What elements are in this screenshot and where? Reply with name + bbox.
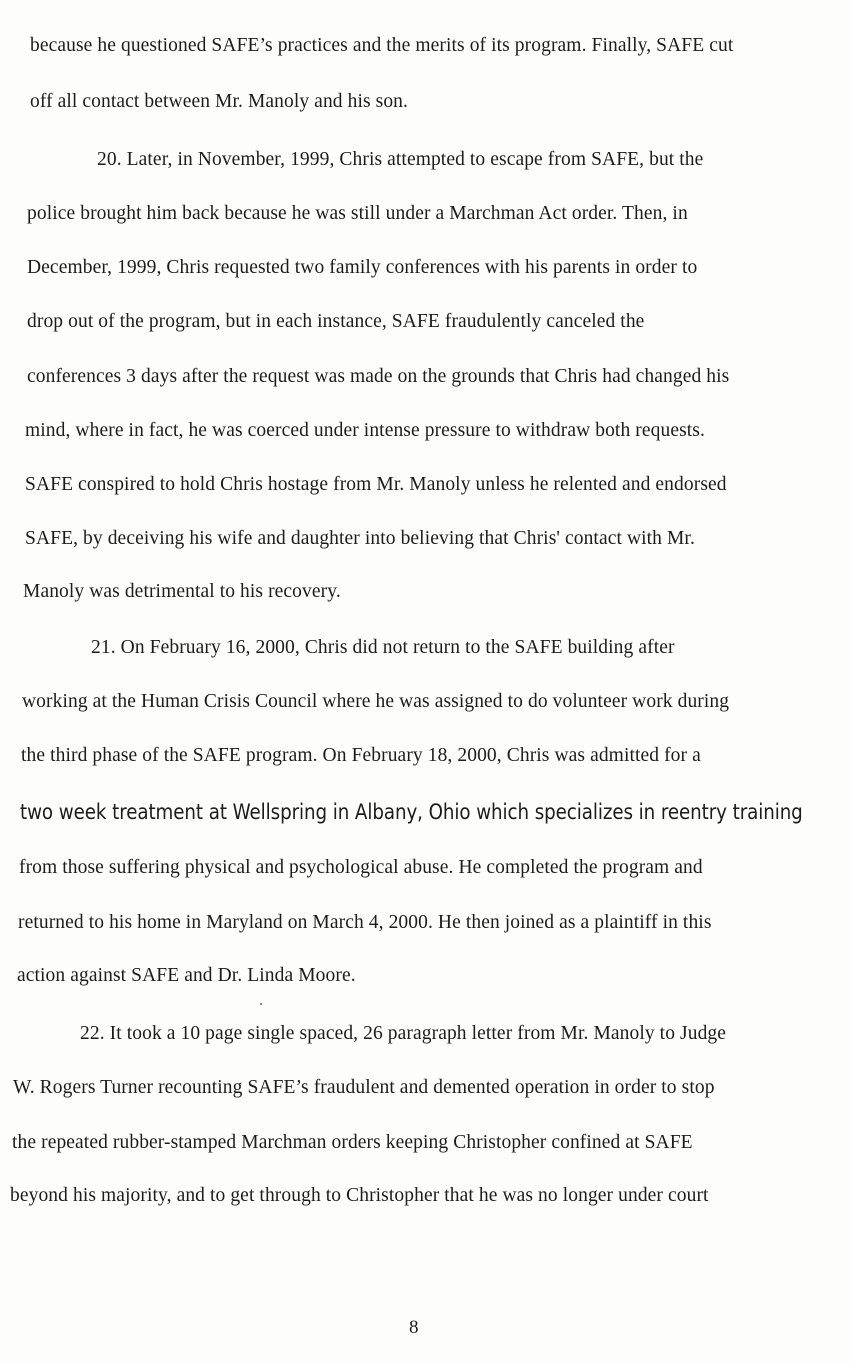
text-line: SAFE conspired to hold Chris hostage from Mr. Manoly unless he relented and endorsed (25, 474, 727, 495)
paragraph-21-start: 21. On February 16, 2000, Chris did not return to the SAFE building after (91, 637, 675, 658)
text-line: because he questioned SAFE’s practices and the merits of its program. Finally, SAFE cut (30, 35, 734, 56)
paragraph-20-start: 20. Later, in November, 1999, Chris attempted to escape from SAFE, but the (97, 149, 704, 170)
text-line: from those suffering physical and psychological abuse. He completed the program and (19, 857, 703, 878)
text-line: beyond his majority, and to get through to Christopher that he was no longer under court (10, 1185, 709, 1206)
text-line: drop out of the program, but in each instance, SAFE fraudulently canceled the (27, 311, 645, 332)
text-line: police brought him back because he was still under a Marchman Act order. Then, in (27, 203, 688, 224)
text-line: the third phase of the SAFE program. On February 18, 2000, Chris was admitted for a (21, 745, 701, 766)
text-line: conferences 3 days after the request was made on the grounds that Chris had changed his (27, 366, 730, 387)
text-line: two week treatment at Wellspring in Albany, Ohio which specializes in reentry training (20, 800, 803, 824)
text-line: mind, where in fact, he was coerced under intense pressure to withdraw both requests. (25, 420, 705, 441)
text-line: working at the Human Crisis Council where he was assigned to do volunteer work during (22, 691, 730, 712)
text-line: Manoly was detrimental to his recovery. (23, 581, 341, 602)
page-number: 8 (409, 1317, 419, 1338)
text-line: SAFE, by deceiving his wife and daughter into believing that Chris' contact with Mr. (25, 528, 695, 549)
text-line: returned to his home in Maryland on March 4, 2000. He then joined as a plaintiff in this (18, 912, 712, 933)
text-line: December, 1999, Chris requested two family conferences with his parents in order to (27, 257, 698, 278)
text-line: off all contact between Mr. Manoly and his son. (30, 91, 409, 112)
scan-speck (260, 1003, 262, 1005)
text-line: action against SAFE and Dr. Linda Moore. (17, 965, 356, 986)
paragraph-22-start: 22. It took a 10 page single spaced, 26 paragraph letter from Mr. Manoly to Judge (80, 1023, 727, 1044)
text-line: W. Rogers Turner recounting SAFE’s fraudulent and demented operation in order to stop (13, 1077, 715, 1098)
text-line: the repeated rubber-stamped Marchman orders keeping Christopher confined at SAFE (12, 1132, 693, 1153)
